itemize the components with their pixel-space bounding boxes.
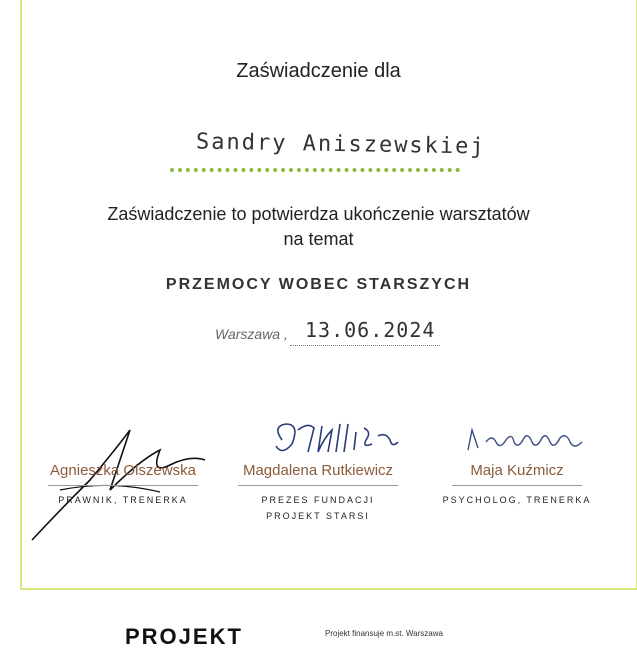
- signatory-block-3: [442, 462, 592, 508]
- date-dotted-line: [290, 345, 440, 346]
- signatory-block-1: [38, 462, 208, 508]
- workshop-topic: PRZEMOCY WOBEC STARSZYCH: [165, 276, 472, 293]
- signature-rule: [48, 485, 198, 486]
- signatory-role: PROJEKT STARSI: [266, 511, 370, 521]
- place-prefix: Warszawa ,: [215, 326, 288, 342]
- signatory-role: PREZES FUNDACJI: [261, 495, 375, 505]
- place-label: [215, 326, 288, 342]
- signature-3-scribble: [462, 424, 602, 464]
- certificate-title: Zaświadczenie dla: [236, 60, 401, 82]
- signatory-role: PSYCHOLOG, TRENERKA: [442, 495, 592, 505]
- signatory-name: Magdalena Rutkiewicz: [242, 462, 394, 479]
- issue-date: 13.06.2024: [305, 318, 436, 342]
- signatory-name: Maja Kuźmicz: [470, 462, 564, 479]
- funding-note: Projekt finansuje m.st. Warszawa: [325, 629, 443, 638]
- recipient-name: Sandry Aniszewskiej: [195, 129, 486, 160]
- body-line-1: Zaświadczenie to potwierdza ukończenie warsztatów: [107, 204, 530, 224]
- body-line-2: na temat: [283, 229, 354, 249]
- recipient-dotted-line: [170, 168, 460, 172]
- certificate-body: [0, 202, 637, 252]
- signature-rule: [452, 485, 582, 486]
- projekt-starsi-logo: PROJEKT: [125, 624, 243, 649]
- signatory-name: Agnieszka Olszewska: [50, 462, 196, 479]
- signature-rule: [238, 485, 398, 486]
- signature-2-scribble: [268, 418, 428, 468]
- signatory-role: PRAWNIK, TRENERKA: [58, 495, 188, 505]
- signatory-block-2: [228, 462, 408, 524]
